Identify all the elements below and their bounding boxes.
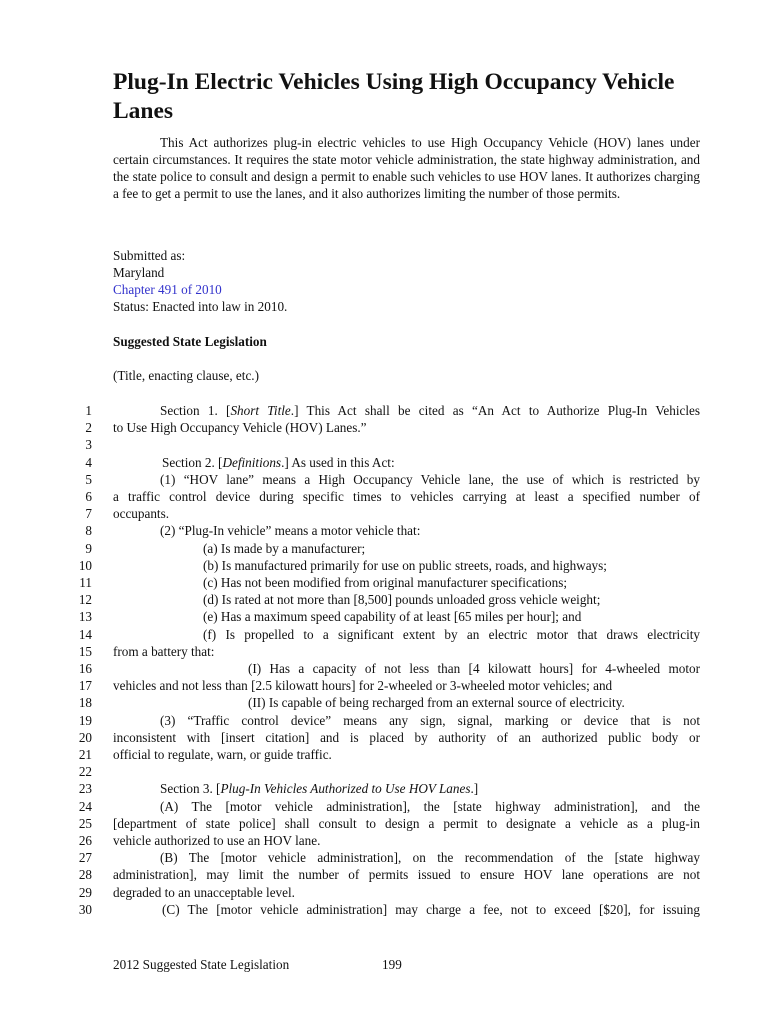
line-text: degraded to an unacceptable level. [113, 885, 295, 900]
line-text: vehicle authorized to use an HOV lane. [113, 833, 321, 848]
line-number: 17 [78, 678, 92, 693]
line-number: 15 [78, 644, 92, 659]
line-number: 4 [85, 455, 92, 470]
line-text: (f) Is propelled to a significant extent by an electric motor that draws electricity [203, 627, 700, 642]
line-number: 18 [78, 695, 92, 710]
line-text: Section 2. [Definitions.] As used in this Act: [162, 455, 395, 470]
line-text: (B) The [motor vehicle administration], on the recommendation of the [state highway [160, 850, 700, 865]
line-number: 2 [85, 420, 92, 435]
submitted-state: Maryland [113, 265, 165, 280]
line-number: 23 [78, 781, 92, 796]
line-number: 13 [78, 609, 92, 624]
line-text: inconsistent with [insert citation] and is placed by authority of an authorized public body or [113, 730, 700, 745]
section-heading: Suggested State Legislation [113, 334, 267, 349]
enacting-clause: (Title, enacting clause, etc.) [113, 368, 259, 383]
summary-paragraph: This Act authorizes plug-in electric vehicles to use High Occupancy Vehicle (HOV) lanes under certain circumstances. It requires the state motor vehicle administration, the state highway administration, and the state police to consult and design a permit to enable such vehicles to use HOV lanes. It authorizes charging a fee to get a permit to use the lanes, and it also authorizes limiting the number of those permits. [113, 135, 700, 201]
page-title: Plug-In Electric Vehicles Using High Occupancy Vehicle Lanes [113, 69, 675, 124]
line-number: 20 [78, 730, 92, 745]
line-number: 16 [78, 661, 92, 676]
line-number: 30 [78, 902, 92, 917]
line-text: (d) Is rated at not more than [8,500] pounds unloaded gross vehicle weight; [203, 592, 601, 607]
chapter-link[interactable]: Chapter 491 of 2010 [113, 282, 222, 297]
line-text: (1) “HOV lane” means a High Occupancy Vehicle lane, the use of which is restricted by [160, 472, 700, 487]
line-number: 29 [78, 885, 92, 900]
line-number: 22 [78, 764, 92, 779]
line-number: 19 [78, 713, 92, 728]
line-text: (a) Is made by a manufacturer; [203, 541, 366, 556]
footer-publication: 2012 Suggested State Legislation [113, 957, 290, 972]
line-number: 8 [85, 523, 92, 538]
line-text: from a battery that: [113, 644, 215, 659]
line-number: 25 [78, 816, 92, 831]
line-text: (C) The [motor vehicle administration] may charge a fee, not to exceed [$20], for issuing [162, 902, 700, 917]
line-number: 3 [85, 437, 92, 452]
status-text: Status: Enacted into law in 2010. [113, 299, 288, 314]
line-number: 21 [78, 747, 92, 762]
submitted-label: Submitted as: [113, 248, 186, 263]
footer-page-number: 199 [382, 957, 402, 972]
line-number: 9 [85, 541, 92, 556]
line-number: 28 [78, 867, 92, 882]
line-number: 7 [85, 506, 92, 521]
line-number: 5 [85, 472, 92, 487]
line-text: (I) Has a capacity of not less than [4 kilowatt hours] for 4-wheeled motor [248, 661, 700, 676]
line-number: 11 [79, 575, 92, 590]
line-number: 26 [78, 833, 92, 848]
line-number: 24 [78, 799, 92, 814]
line-text: Section 3. [Plug-In Vehicles Authorized to Use HOV Lanes.] [160, 781, 479, 796]
line-text: vehicles and not less than [2.5 kilowatt hours] for 2-wheeled or 3-wheeled motor vehicles; and [113, 678, 613, 693]
line-text: (b) Is manufactured primarily for use on public streets, roads, and highways; [203, 558, 607, 573]
line-text: a traffic control device during specific times to vehicles carrying at least a specified number of [113, 489, 700, 504]
line-text: [department of state police] shall consult to design a permit to designate a vehicle as a plug-in [113, 816, 700, 831]
line-text: administration], may limit the number of permits issued to ensure HOV lane operations are not [113, 867, 700, 882]
line-number: 6 [85, 489, 92, 504]
line-text: occupants. [113, 506, 170, 521]
line-text: (2) “Plug-In vehicle” means a motor vehicle that: [160, 523, 421, 538]
line-text: (3) “Traffic control device” means any sign, signal, marking or device that is not [160, 713, 700, 728]
line-number: 27 [78, 850, 92, 865]
line-text: to Use High Occupancy Vehicle (HOV) Lanes.” [113, 420, 367, 435]
line-number: 1 [85, 403, 92, 418]
line-text: (e) Has a maximum speed capability of at least [65 miles per hour]; and [203, 609, 582, 624]
line-number: 12 [78, 592, 92, 607]
line-text: Section 1. [Short Title.] This Act shall be cited as “An Act to Authorize Plug-In Vehicles [160, 403, 701, 418]
line-text: (A) The [motor vehicle administration], the [state highway administration], and the [160, 799, 700, 814]
line-text: (II) Is capable of being recharged from an external source of electricity. [248, 695, 625, 710]
line-number: 10 [78, 558, 92, 573]
line-number: 14 [78, 627, 92, 642]
line-text: (c) Has not been modified from original manufacturer specifications; [203, 575, 567, 590]
line-text: official to regulate, warn, or guide traffic. [113, 747, 332, 762]
